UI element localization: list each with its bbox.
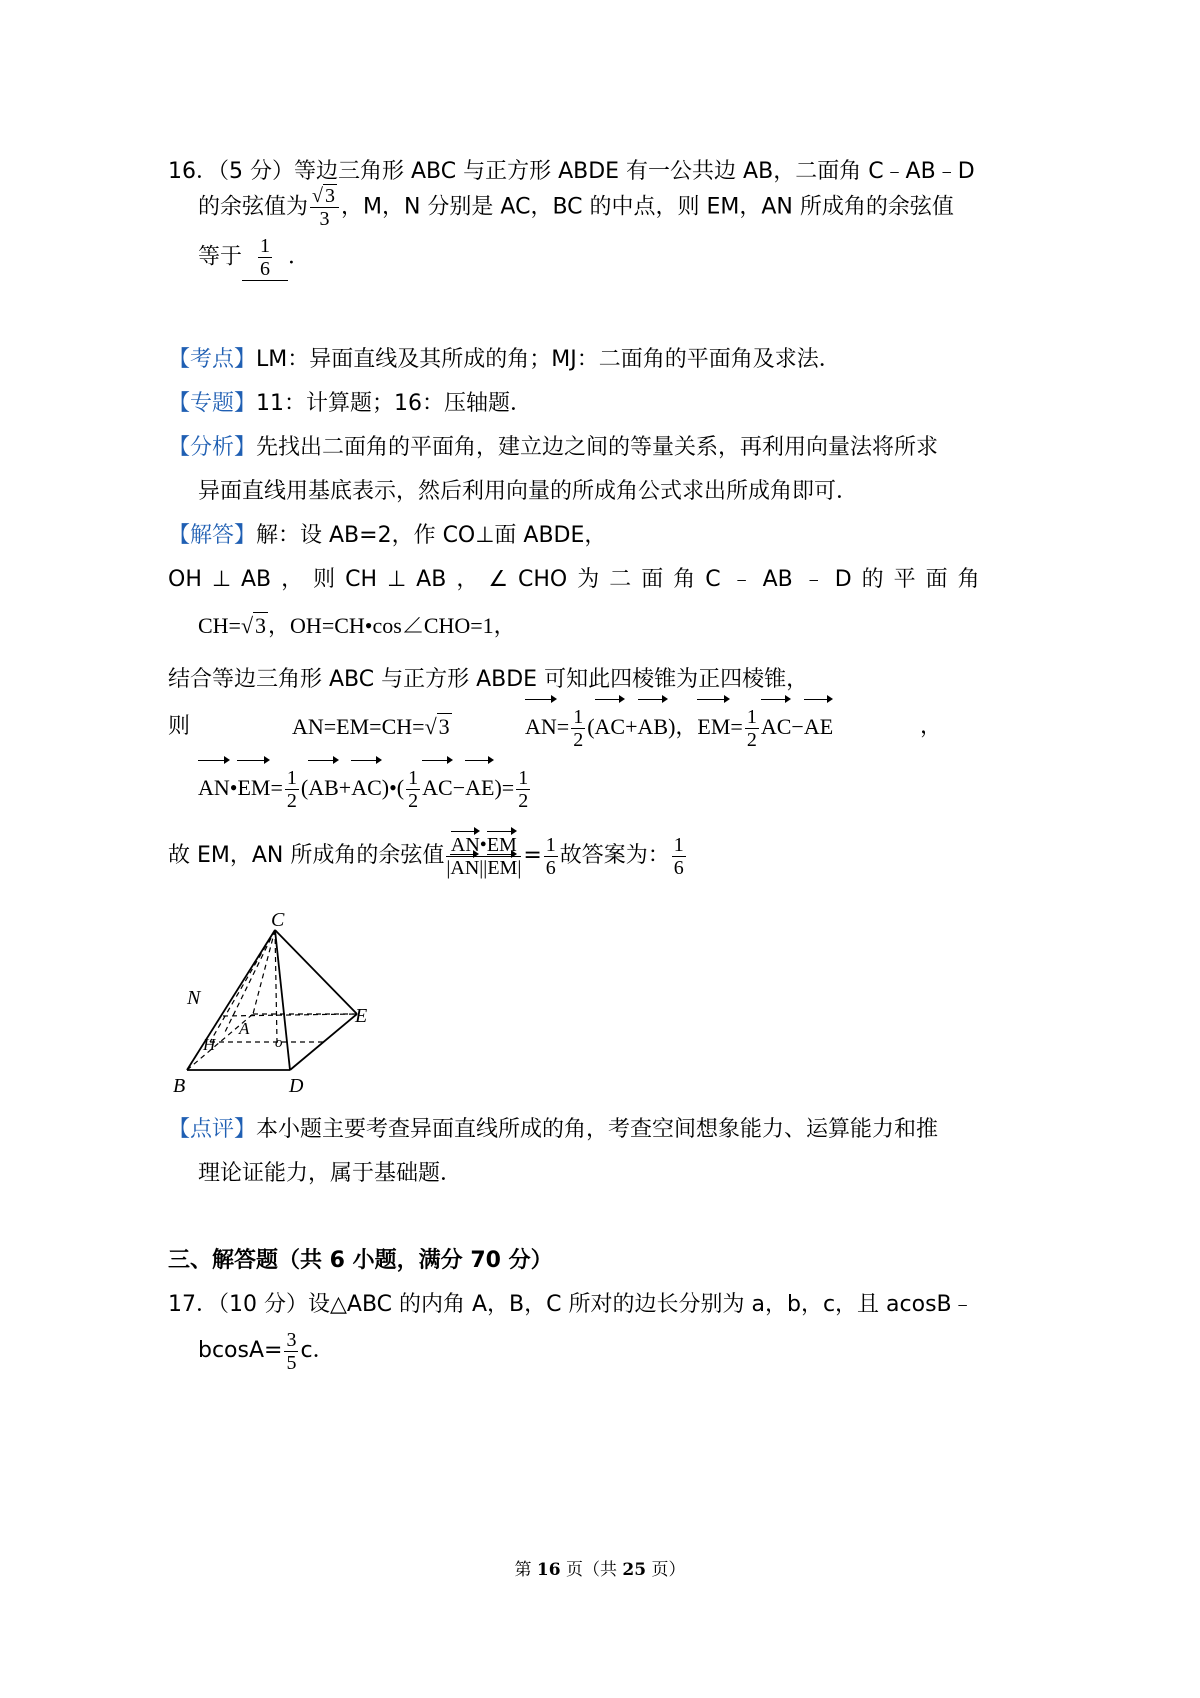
kaodian-tag: 【考点】 bbox=[168, 347, 257, 372]
label-o: o bbox=[275, 1035, 283, 1051]
fenxi-line2: 异面直线用基底表示，然后利用向量的所成角公式求出所成角即可． bbox=[198, 479, 859, 504]
jieda-eq4: AN•EM= $\frac{1}{2}$ (AB+AC)•( $\frac{1}{2}$ AC−AE)= $\frac{1}{2}$ bbox=[198, 763, 532, 813]
q16-line1: 16．（5 分）等边三角形 ABC 与正方形 ABDE 有一公共边 AB，二面角 C﹣AB﹣D bbox=[168, 159, 975, 184]
jieda-eq1: CH=√3，OH=CH•cos∠CHO=1， bbox=[198, 613, 516, 638]
q17-line1: 17．（10 分）设△ABC 的内角 A，B，C 所对的边长分别为 a，b，c，且 acosB﹣ bbox=[168, 1292, 974, 1317]
label-H: H bbox=[203, 1035, 216, 1054]
q17-line2: bcosA= $\frac{3}{5}$ c． bbox=[198, 1328, 335, 1374]
cos-formula: $\frac{AN•EM}{|AN||EM|}$ bbox=[446, 833, 522, 879]
q17-fraction: $\frac{3}{5}$ bbox=[286, 1328, 297, 1374]
jieda-eq2: AN=EM=CH=√3 bbox=[292, 714, 450, 739]
page-footer: 第 16 页（共 25 页） bbox=[514, 1560, 686, 1580]
section3-title: 三、解答题（共 6 小题，满分 70 分） bbox=[168, 1248, 553, 1273]
q16-cos-fraction: $\frac{√ 3}{3}$ bbox=[310, 185, 339, 230]
page-number: 16 bbox=[536, 1560, 561, 1580]
pyramid-figure bbox=[165, 910, 395, 1100]
q16-line3: 等于 $\frac{1}{6}$ ． bbox=[198, 235, 311, 280]
q16-line2-post: ，M，N 分别是 AC，BC 的中点，则 EM，AN 所成角的余弦值 bbox=[341, 194, 954, 220]
label-A: A bbox=[239, 1019, 250, 1038]
fenxi-tag: 【分析】 bbox=[168, 435, 257, 460]
jieda-eq3: AN= $\frac{1}{2}$ (AC+AB)，EM= $\frac{1}{2}$ AC−AE bbox=[525, 702, 833, 752]
jieda-conclusion: 故 EM，AN 所成角的余弦值 $\frac{AN•EM}{|AN||EM|}$ = $\frac{1}{6}$ 故答案为： $\frac{1}{6}$ bbox=[168, 833, 684, 879]
q16-answer-blank bbox=[242, 235, 288, 281]
jieda-ze: 则 bbox=[168, 714, 191, 739]
zhuanti-line bbox=[168, 389, 532, 419]
label-N: N bbox=[187, 987, 201, 1009]
label-D: D bbox=[289, 1075, 304, 1097]
label-B: B bbox=[173, 1075, 186, 1097]
page-total: 25 bbox=[622, 1560, 647, 1580]
label-C: C bbox=[271, 910, 285, 931]
jieda-tag: 【解答】 bbox=[168, 523, 257, 548]
kaodian-text: LM：异面直线及其所成的角；MJ：二面角的平面角及求法． bbox=[256, 347, 841, 372]
jieda-comma: ， bbox=[920, 714, 943, 739]
label-E: E bbox=[355, 1005, 368, 1027]
q16-line2 bbox=[198, 185, 954, 230]
jieda-line2: OH ⊥ AB ， 则 CH ⊥ AB ， ∠ CHO 为 二 面 角 C ﹣ AB ﹣ D 的 平 面 角 bbox=[168, 567, 980, 592]
kaodian-line bbox=[168, 345, 841, 375]
dianping-tag: 【点评】 bbox=[168, 1117, 257, 1142]
dianping-line1: 【点评】本小题主要考查异面直线所成的角，考查空间想象能力、运算能力和推 bbox=[168, 1117, 939, 1142]
zhuanti-text: 11：计算题；16：压轴题． bbox=[256, 391, 533, 416]
jieda-line3: 结合等边三角形 ABC 与正方形 ABDE 可知此四棱锥为正四棱锥， bbox=[168, 667, 809, 692]
zhuanti-tag: 【专题】 bbox=[168, 391, 257, 416]
q16-answer-fraction: $\frac{1}{6}$ bbox=[260, 235, 271, 280]
fenxi-line1: 【分析】先找出二面角的平面角，建立边之间的等量关系，再利用向量法将所求 bbox=[168, 435, 939, 460]
dianping-line2: 理论证能力，属于基础题． bbox=[198, 1161, 463, 1186]
q16-line2-pre: 的余弦值为 bbox=[198, 194, 309, 220]
jieda-line1: 【解答】解：设 AB=2，作 CO⊥面 ABDE， bbox=[168, 523, 607, 548]
